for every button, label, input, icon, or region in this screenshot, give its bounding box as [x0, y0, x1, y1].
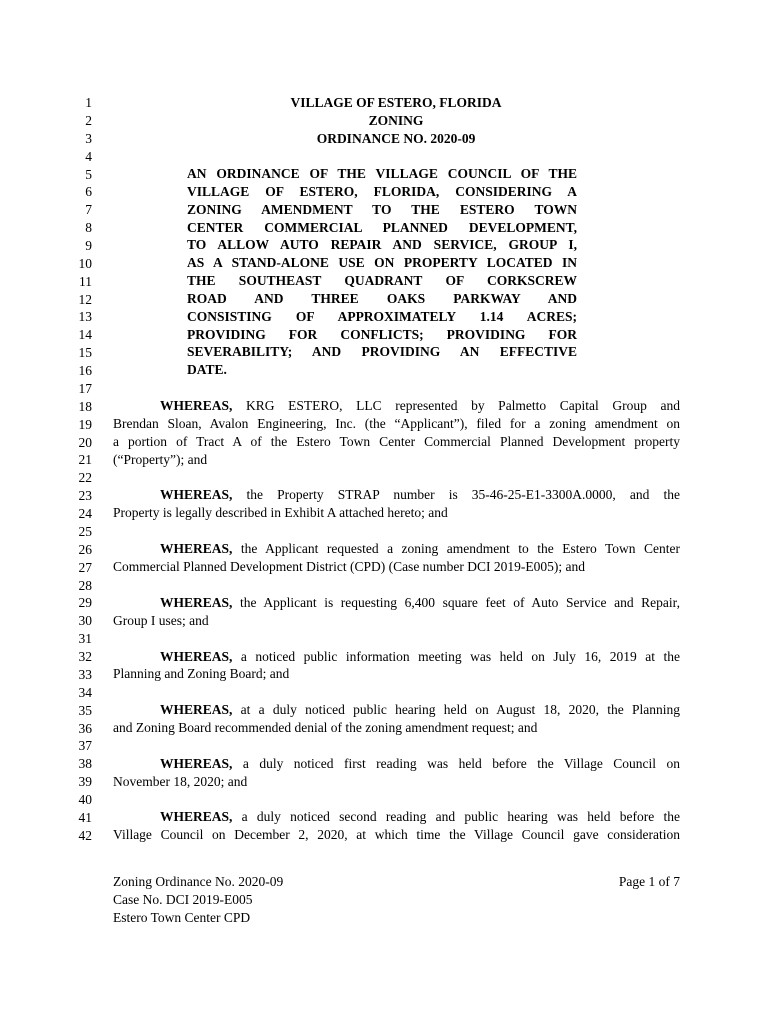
line-number: 32: [78, 649, 92, 664]
line-number: 10: [78, 255, 92, 271]
paragraph-text: KRG ESTERO, LLC represented by Palmetto Capital Group and: [232, 398, 680, 413]
line-number: 25: [78, 523, 92, 539]
paragraph-first-line: [160, 808, 680, 826]
paragraph-line: November 18, 2020; and: [113, 774, 248, 789]
line-number: 8: [85, 220, 92, 236]
whereas-label: WHEREAS,: [160, 398, 233, 413]
paragraph-first-line: [160, 701, 680, 719]
paragraph-text: the Applicant requested a zoning amendment to the Estero Town Center: [232, 541, 680, 556]
paragraph-first-line: [160, 648, 680, 666]
line-number: 29: [78, 595, 92, 611]
paragraph-first-line: [160, 486, 680, 504]
line-number: 11: [79, 273, 92, 289]
line-number: 26: [78, 541, 92, 557]
line-number: 33: [78, 666, 92, 682]
whereas-label: WHEREAS,: [160, 649, 233, 664]
line-number: 19: [78, 416, 92, 432]
line-number: 5: [85, 166, 92, 182]
line-number: 15: [78, 345, 92, 361]
footer-project: Estero Town Center CPD: [113, 910, 251, 925]
paragraph-first-line: [160, 594, 680, 612]
line-number: 42: [78, 827, 92, 843]
line-number: 40: [78, 791, 92, 807]
line-number: 39: [78, 774, 92, 790]
line-number: 18: [78, 398, 92, 414]
whereas-label: WHEREAS,: [160, 702, 233, 717]
title-line: VILLAGE OF ESTERO, FLORIDA, CONSIDERING A: [187, 184, 577, 199]
line-number: 13: [78, 309, 92, 325]
line-number: 38: [78, 756, 92, 772]
whereas-label: WHEREAS,: [160, 809, 233, 824]
paragraph-line: Property is legally described in Exhibit A attached hereto; and: [113, 505, 448, 520]
paragraph-line: Group I uses; and: [113, 613, 209, 628]
footer-ordinance: Zoning Ordinance No. 2020-09: [113, 874, 284, 889]
whereas-label: WHEREAS,: [160, 487, 233, 502]
line-number: 27: [78, 559, 92, 575]
title-line: ROAD AND THREE OAKS PARKWAY AND: [187, 291, 577, 306]
line-number: 28: [78, 577, 92, 593]
header-line-2: ZONING: [368, 113, 424, 128]
paragraph-text: a duly noticed second reading and public hearing was held before the: [232, 809, 680, 824]
title-line: SEVERABILITY; AND PROVIDING AN EFFECTIVE: [187, 344, 577, 359]
paragraph-line: Brendan Sloan, Avalon Engineering, Inc. (the “Applicant”), filed for a zoning amendment on: [113, 416, 680, 431]
title-line: CENTER COMMERCIAL PLANNED DEVELOPMENT,: [187, 220, 577, 235]
paragraph-text: at a duly noticed public hearing held on August 18, 2020, the Planning: [232, 702, 680, 717]
line-number: 20: [78, 434, 92, 450]
line-number: 41: [78, 809, 92, 825]
paragraph-text: the Property STRAP number is 35-46-25-E1-3300A.0000, and the: [232, 487, 680, 502]
title-line: THE SOUTHEAST QUADRANT OF CORKSCREW: [187, 273, 577, 288]
paragraph-first-line: [160, 397, 680, 415]
paragraph-line: Village Council on December 2, 2020, at which time the Village Council gave consideration: [113, 827, 680, 842]
paragraph-line: and Zoning Board recommended denial of the zoning amendment request; and: [113, 720, 538, 735]
line-number: 31: [78, 631, 92, 647]
line-number: 9: [85, 238, 92, 253]
paragraph-line: (“Property”); and: [113, 452, 208, 467]
header-line-1: VILLAGE OF ESTERO, FLORIDA: [290, 95, 502, 110]
line-number: 37: [78, 738, 92, 754]
paragraph-text: a duly noticed first reading was held before the Village Council on: [232, 756, 680, 771]
whereas-label: WHEREAS,: [160, 756, 233, 771]
line-number: 23: [78, 488, 92, 504]
title-line: TO ALLOW AUTO REPAIR AND SERVICE, GROUP I,: [187, 237, 577, 252]
line-number: 22: [78, 470, 92, 486]
paragraph-line: Planning and Zoning Board; and: [113, 666, 290, 681]
line-number: 24: [78, 506, 92, 521]
header-line-3: ORDINANCE NO. 2020-09: [316, 131, 476, 146]
line-number: 6: [85, 184, 92, 200]
line-number: 12: [78, 291, 92, 307]
title-line: DATE.: [187, 362, 227, 377]
line-number: 1: [85, 95, 92, 110]
page-number: Page 1 of 7: [618, 874, 680, 889]
line-number: 34: [78, 684, 92, 700]
paragraph-text: a noticed public information meeting was held on July 16, 2019 at the: [232, 649, 680, 664]
title-line: PROVIDING FOR CONFLICTS; PROVIDING FOR: [187, 327, 577, 342]
paragraph-first-line: [160, 755, 680, 773]
paragraph-line: a portion of Tract A of the Estero Town Center Commercial Planned Development property: [113, 434, 680, 449]
title-line: AS A STAND-ALONE USE ON PROPERTY LOCATED IN: [187, 255, 577, 270]
line-number: 17: [78, 380, 92, 396]
line-number: 14: [78, 327, 92, 343]
line-number: 21: [78, 452, 92, 468]
whereas-label: WHEREAS,: [160, 595, 233, 610]
line-number: 30: [78, 613, 92, 629]
line-number: 3: [85, 130, 92, 146]
line-number: 36: [78, 720, 92, 736]
footer-case-number: Case No. DCI 2019-E005: [113, 892, 253, 907]
paragraph-text: the Applicant is requesting 6,400 square feet of Auto Service and Repair,: [232, 595, 680, 610]
title-line: AN ORDINANCE OF THE VILLAGE COUNCIL OF THE: [187, 166, 577, 181]
line-number: 4: [85, 148, 92, 164]
paragraph-first-line: [160, 540, 680, 558]
paragraph-line: Commercial Planned Development District (CPD) (Case number DCI 2019-E005); and: [113, 559, 586, 574]
title-line: ZONING AMENDMENT TO THE ESTERO TOWN: [187, 202, 577, 217]
line-number: 2: [85, 112, 92, 128]
title-line: CONSISTING OF APPROXIMATELY 1.14 ACRES;: [187, 309, 577, 324]
line-number: 16: [78, 363, 92, 379]
line-number: 7: [85, 202, 92, 218]
line-number: 35: [78, 702, 92, 718]
whereas-label: WHEREAS,: [160, 541, 233, 556]
